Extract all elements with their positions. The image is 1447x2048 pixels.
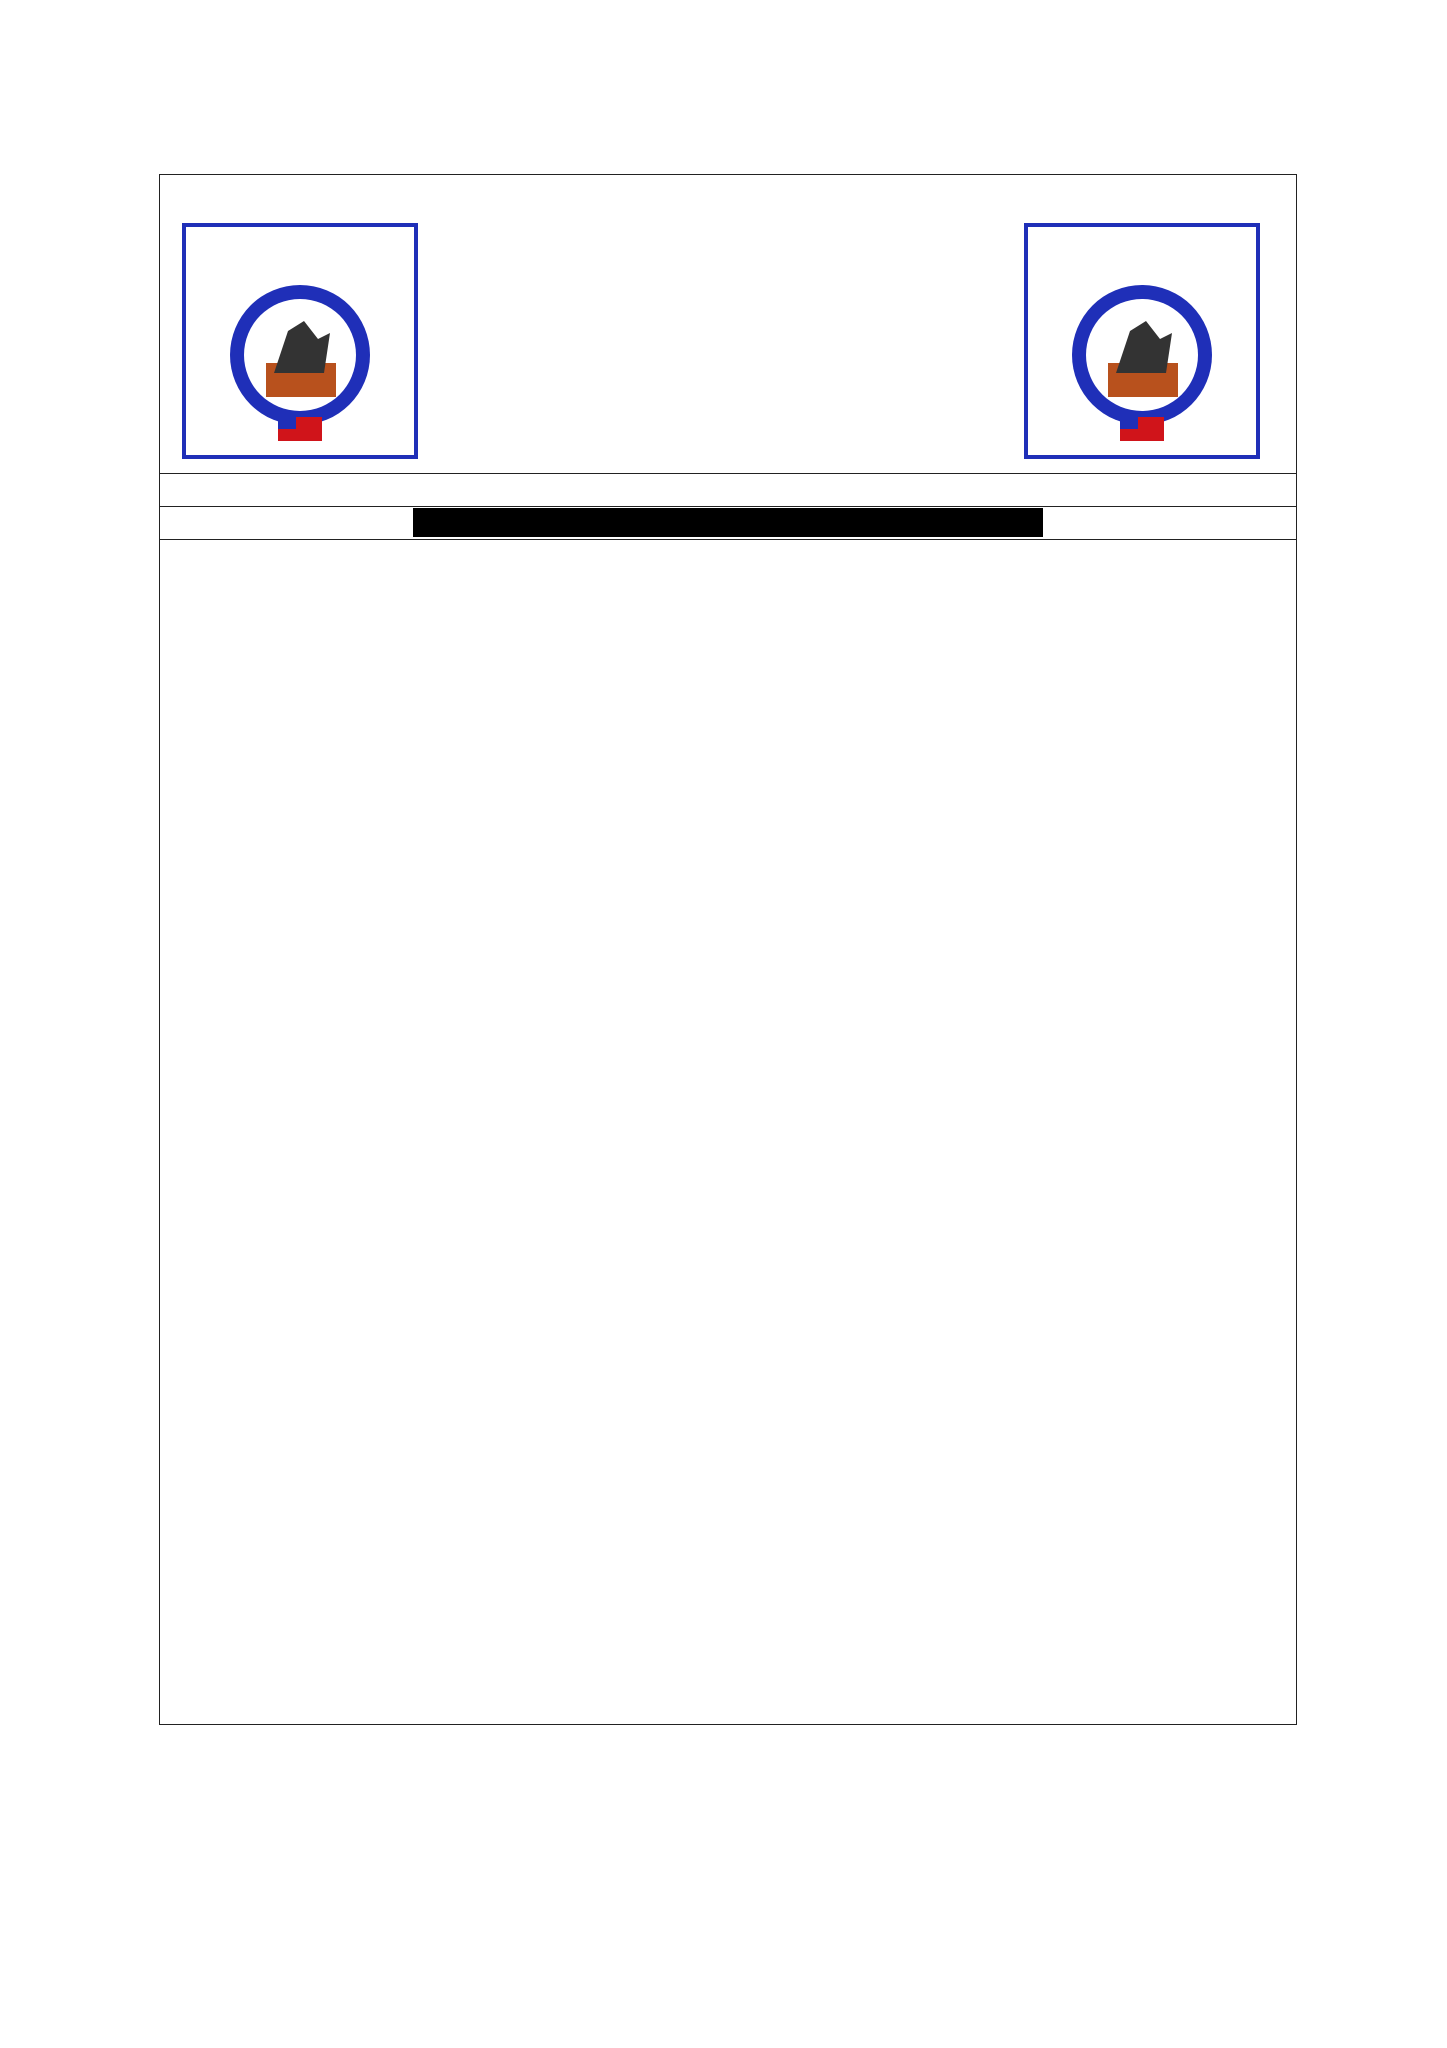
music-notes-icon (254, 1549, 364, 1619)
advanced-banner (413, 508, 1043, 537)
header (160, 175, 1296, 474)
level-legend (160, 473, 1296, 507)
music-notes-icon (620, 665, 730, 735)
music-notes-icon (250, 1057, 360, 1127)
dance-program-sheet (159, 174, 1297, 1725)
music-notes-icon (800, 1343, 910, 1413)
music-notes-icon (1176, 1061, 1286, 1131)
wild-and-free-logo-left (182, 223, 418, 459)
music-notes-icon (800, 790, 910, 860)
music-notes-icon (620, 1249, 730, 1319)
wild-and-free-logo-right (1024, 223, 1260, 459)
advanced-banner-row (160, 506, 1296, 540)
